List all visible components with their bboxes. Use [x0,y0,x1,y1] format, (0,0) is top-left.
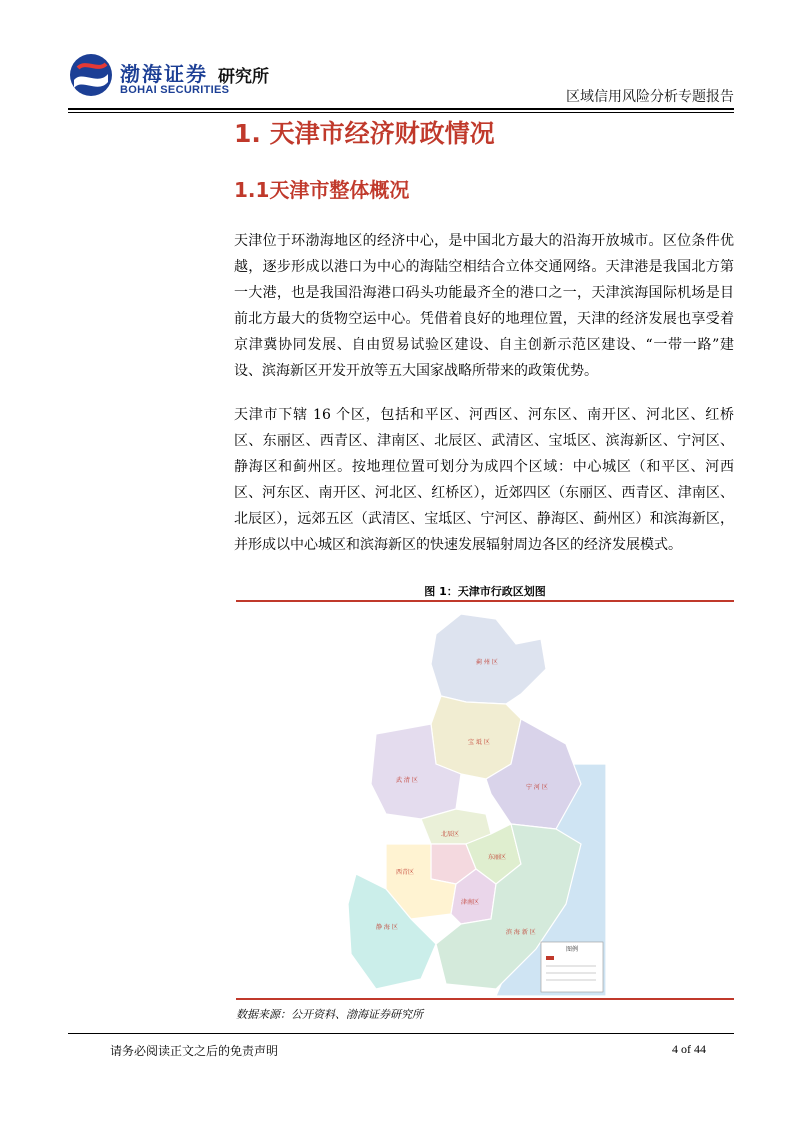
subsection-heading: 1.1天津市整体概况 [234,178,410,202]
map-label-jinnan: 津南区 [461,899,480,906]
map-legend-title: 图例 [566,946,579,953]
map-label-binhai: 滨 海 新 区 [506,929,536,936]
map-label-dongli: 东丽区 [488,854,507,861]
map-label-xiqing: 西青区 [396,869,415,876]
report-title: 区域信用风险分析专题报告 [566,89,734,105]
map-label-ninghe: 宁 河 区 [526,784,548,791]
map-label-jizhou: 蓟 州 区 [476,659,498,666]
map-label-wuqing: 武 清 区 [396,777,418,784]
figure-top-rule [236,600,734,602]
map-label-beichen: 北辰区 [441,831,460,838]
figure-source: 数据来源：公开资料、渤海证券研究所 [236,1008,423,1021]
company-logo [68,48,288,104]
map-label-baodi: 宝 坻 区 [468,739,490,746]
logo-chinese-name: 渤海证券 [120,62,208,86]
header-divider-thin [68,112,734,113]
header-divider [68,108,734,110]
map-legend-swatch [546,956,554,960]
tianjin-district-map [236,604,734,996]
map-label-jinghai: 静 海 区 [376,924,398,931]
figure-caption: 图 1：天津市行政区划图 [424,585,546,598]
footer-divider [68,1033,734,1034]
figure-bottom-rule [236,998,734,1000]
institute-name: 研究所 [218,67,269,87]
section-heading: 1. 天津市经济财政情况 [234,119,495,148]
paragraph-overview: 天津位于环渤海地区的经济中心，是中国北方最大的沿海开放城市。区位条件优越，逐步形成以港口为中心的海陆空相结合立体交通网络。天津港是我国北方第一大港，也是我国沿海港口码头功能最齐全的港口之一，天津滨海国际机场是目前北方最大的货物空运中心。凭借着良好的地理位置，天津的经济发展也享受着京津冀协同发展、自由贸易试验区建设、自主创新示范区建设、“一带一路”建设、滨海新区开发开放等五大国家战略所带来的政策优势。 [234,233,734,379]
paragraph-districts: 天津市下辖 16 个区，包括和平区、河西区、河东区、南开区、河北区、红桥区、东丽区、西青区、津南区、北辰区、武清区、宝坻区、滨海新区、宁河区、静海区和蓟州区。按地理位置可划分为成四个区域：中心城区（和平区、河西区、河东区、南开区、河北区、红桥区），近郊四区（东丽区、西青区、津南区、北辰区），远郊五区（武清区、宝坻区、宁河区、静海区、蓟州区）和滨海新区，并形成以中心城区和滨海新区的快速发展辐射周边各区的经济发展模式。 [234,407,734,553]
footer-disclaimer: 请务必阅读正文之后的免责声明 [110,1044,279,1058]
logo-english-name: BOHAI SECURITIES [120,84,230,96]
bohai-logo-icon [68,52,114,98]
page-number: 4 of 44 [672,1042,706,1056]
